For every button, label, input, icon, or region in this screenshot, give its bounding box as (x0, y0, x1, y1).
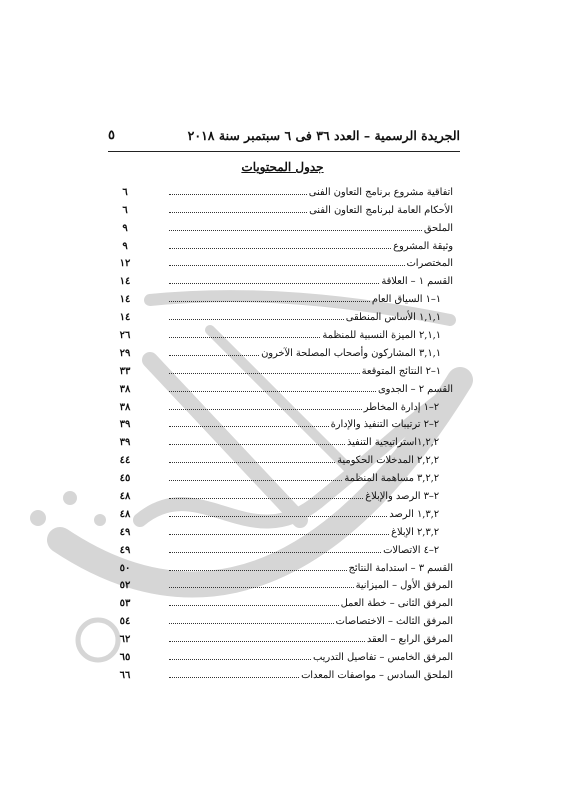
toc-entry-page: ٤٩ (119, 526, 131, 538)
toc-leader-dots (169, 443, 345, 445)
toc-leader-dots (169, 211, 307, 213)
toc-entry (113, 556, 453, 574)
toc-entry-page: ٦٢ (119, 634, 131, 646)
toc-entry (113, 180, 453, 198)
toc-entry (113, 663, 453, 681)
toc-leader-dots (169, 622, 334, 624)
toc-entry-label: الملحق (423, 222, 453, 234)
toc-entry-label: المرفق الرابع – العقد (366, 634, 453, 646)
toc-leader-dots (169, 640, 365, 642)
toc-entry-page: ٢٩ (119, 347, 131, 359)
toc-leader-dots (169, 193, 307, 195)
toc-entry (113, 287, 453, 305)
toc-entry-page: ٤٩ (119, 544, 131, 556)
toc-entry-page: ٩ (122, 222, 128, 234)
toc-leader-dots (169, 354, 259, 356)
toc-leader-dots (169, 372, 360, 374)
toc-entry-label: ٢,٣,٢ الإبلاغ (391, 526, 439, 538)
toc-entry (113, 395, 453, 413)
toc-entry-page: ٥٢ (119, 580, 131, 592)
toc-entry-label: اتفاقية مشروع برنامج التعاون الفنى (308, 186, 453, 198)
toc-entry (113, 198, 453, 216)
toc-entry (113, 269, 453, 287)
toc-leader-dots (169, 533, 389, 535)
toc-entry (113, 538, 453, 556)
toc-leader-dots (169, 247, 391, 249)
toc-leader-dots (169, 569, 347, 571)
toc-entry (113, 591, 453, 609)
toc-entry-label: ٢–٣ الرصد والإبلاغ (365, 491, 439, 503)
toc-entry-page: ١٢ (119, 258, 131, 270)
toc-entry-label: ٢–٤ الاتصالات (383, 544, 439, 556)
toc-entry-label: القسم ٢ – الجدوى (377, 383, 453, 395)
toc-entry (113, 413, 453, 431)
toc-leader-dots (169, 515, 387, 517)
toc-leader-dots (169, 479, 342, 481)
toc-entry-label: ١,٣,٢ الرصد (389, 508, 439, 520)
toc-entry-page: ٣٨ (119, 383, 131, 395)
toc-leader-dots (169, 604, 339, 606)
toc-entry-label: المرفق الثانى – خطة العمل (340, 598, 453, 610)
toc-entry (113, 574, 453, 592)
toc-entry-label: ٢,١,١ الميزة النسبية للمنظمة (322, 330, 441, 342)
toc-entry (113, 502, 453, 520)
toc-leader-dots (169, 300, 370, 302)
toc-entry (113, 305, 453, 323)
watermark-dot-1 (30, 510, 46, 526)
toc-entry (113, 645, 453, 663)
toc-leader-dots (169, 282, 379, 284)
toc-leader-dots (169, 336, 320, 338)
toc-entry-page: ٦٦ (119, 669, 131, 681)
toc-entry-page: ٦ (122, 204, 128, 216)
toc-entry-label: وثيقة المشروع (393, 240, 453, 252)
header-divider (108, 151, 460, 152)
toc-leader-dots (169, 586, 354, 588)
toc-entry-label: المرفق الخامس – تفاصيل التدريب (313, 652, 453, 664)
toc-leader-dots (169, 551, 381, 553)
toc-entry-page: ٤٥ (119, 473, 131, 485)
toc-entry-page: ٣٣ (119, 365, 131, 377)
toc-leader-dots (169, 676, 299, 678)
toc-entry (113, 609, 453, 627)
toc-entry-page: ٥٣ (119, 598, 131, 610)
toc-leader-dots (169, 229, 422, 231)
watermark-emblem (78, 620, 118, 660)
toc-entry-label: ١–١ السياق العام (371, 294, 441, 306)
watermark-dot-2 (63, 491, 77, 505)
toc-leader-dots (169, 264, 405, 266)
toc-entry-label: ٢–١ إدارة المخاطر (363, 401, 439, 413)
toc-entry-page: ٤٨ (119, 491, 131, 503)
toc-entry-label: الملحق السادس – مواصفات المعدات (301, 669, 453, 681)
toc-entry-page: ١٤ (119, 312, 131, 324)
toc-entry-page: ٥٠ (119, 562, 131, 574)
gazette-title: الجريدة الرسمية – العدد ٣٦ فى ٦ سبتمبر سنة ٢٠١٨ (187, 128, 460, 143)
toc-entry-label: القسم ٣ – استدامة النتائج (348, 562, 453, 574)
page-number: ٥ (108, 128, 115, 143)
toc-entry-label: المرفق الأول – الميزانية (355, 580, 453, 592)
page-header (108, 128, 460, 148)
toc-entry (113, 484, 453, 502)
toc-entry-page: ١٤ (119, 294, 131, 306)
toc-list (113, 180, 453, 681)
toc-entry-label: ١,١,١ الأساس المنطقى (345, 312, 441, 324)
toc-entry-label: ٢–٢ ترتيبات التنفيذ والإدارة (330, 419, 439, 431)
toc-entry (113, 448, 453, 466)
watermark-dot-3 (94, 514, 106, 526)
toc-entry (113, 216, 453, 234)
toc-entry-label: ١,٢,٢استراتيجية التنفيذ (346, 437, 439, 449)
toc-entry (113, 234, 453, 252)
toc-entry (113, 520, 453, 538)
toc-entry (113, 377, 453, 395)
toc-leader-dots (169, 658, 311, 660)
toc-entry (113, 627, 453, 645)
toc-entry-label: الأحكام العامة لبرنامج التعاون الفنى (309, 204, 453, 216)
toc-leader-dots (169, 425, 329, 427)
toc-entry (113, 430, 453, 448)
toc-entry-label: ٣,١,١ المشاركون وأصحاب المصلحة الآخرون (261, 347, 441, 359)
toc-leader-dots (169, 390, 376, 392)
toc-entry-page: ٤٤ (119, 455, 131, 467)
toc-entry-label: المرفق الثالث – الاختصاصات (335, 616, 453, 628)
toc-entry-label: القسم ١ – العلاقة (381, 276, 453, 288)
toc-entry-label: المختصرات (406, 258, 453, 270)
toc-entry-page: ٩ (122, 240, 128, 252)
toc-entry-label: ٢,٢,٢ المدخلات الحكومية (337, 455, 439, 467)
toc-leader-dots (169, 408, 362, 410)
toc-entry (113, 323, 453, 341)
toc-entry-page: ١٤ (119, 276, 131, 288)
toc-entry-page: ٥٤ (119, 616, 131, 628)
toc-entry-page: ٦٥ (119, 652, 131, 664)
toc-entry (113, 466, 453, 484)
toc-entry-label: ١–٢ النتائج المتوقعة (361, 365, 441, 377)
toc-leader-dots (169, 497, 363, 499)
toc-leader-dots (169, 318, 344, 320)
toc-title: جدول المحتويات (241, 160, 324, 174)
toc-entry (113, 341, 453, 359)
toc-entry (113, 359, 453, 377)
toc-entry-page: ٣٩ (119, 419, 131, 431)
toc-entry-page: ٢٦ (119, 330, 131, 342)
toc-entry (113, 252, 453, 270)
toc-leader-dots (169, 461, 335, 463)
toc-entry-page: ٦ (122, 186, 128, 198)
toc-entry-page: ٣٨ (119, 401, 131, 413)
toc-entry-page: ٤٨ (119, 508, 131, 520)
toc-entry-label: ٣,٢,٢ مساهمة المنظمة (344, 473, 439, 485)
toc-entry-page: ٣٩ (119, 437, 131, 449)
